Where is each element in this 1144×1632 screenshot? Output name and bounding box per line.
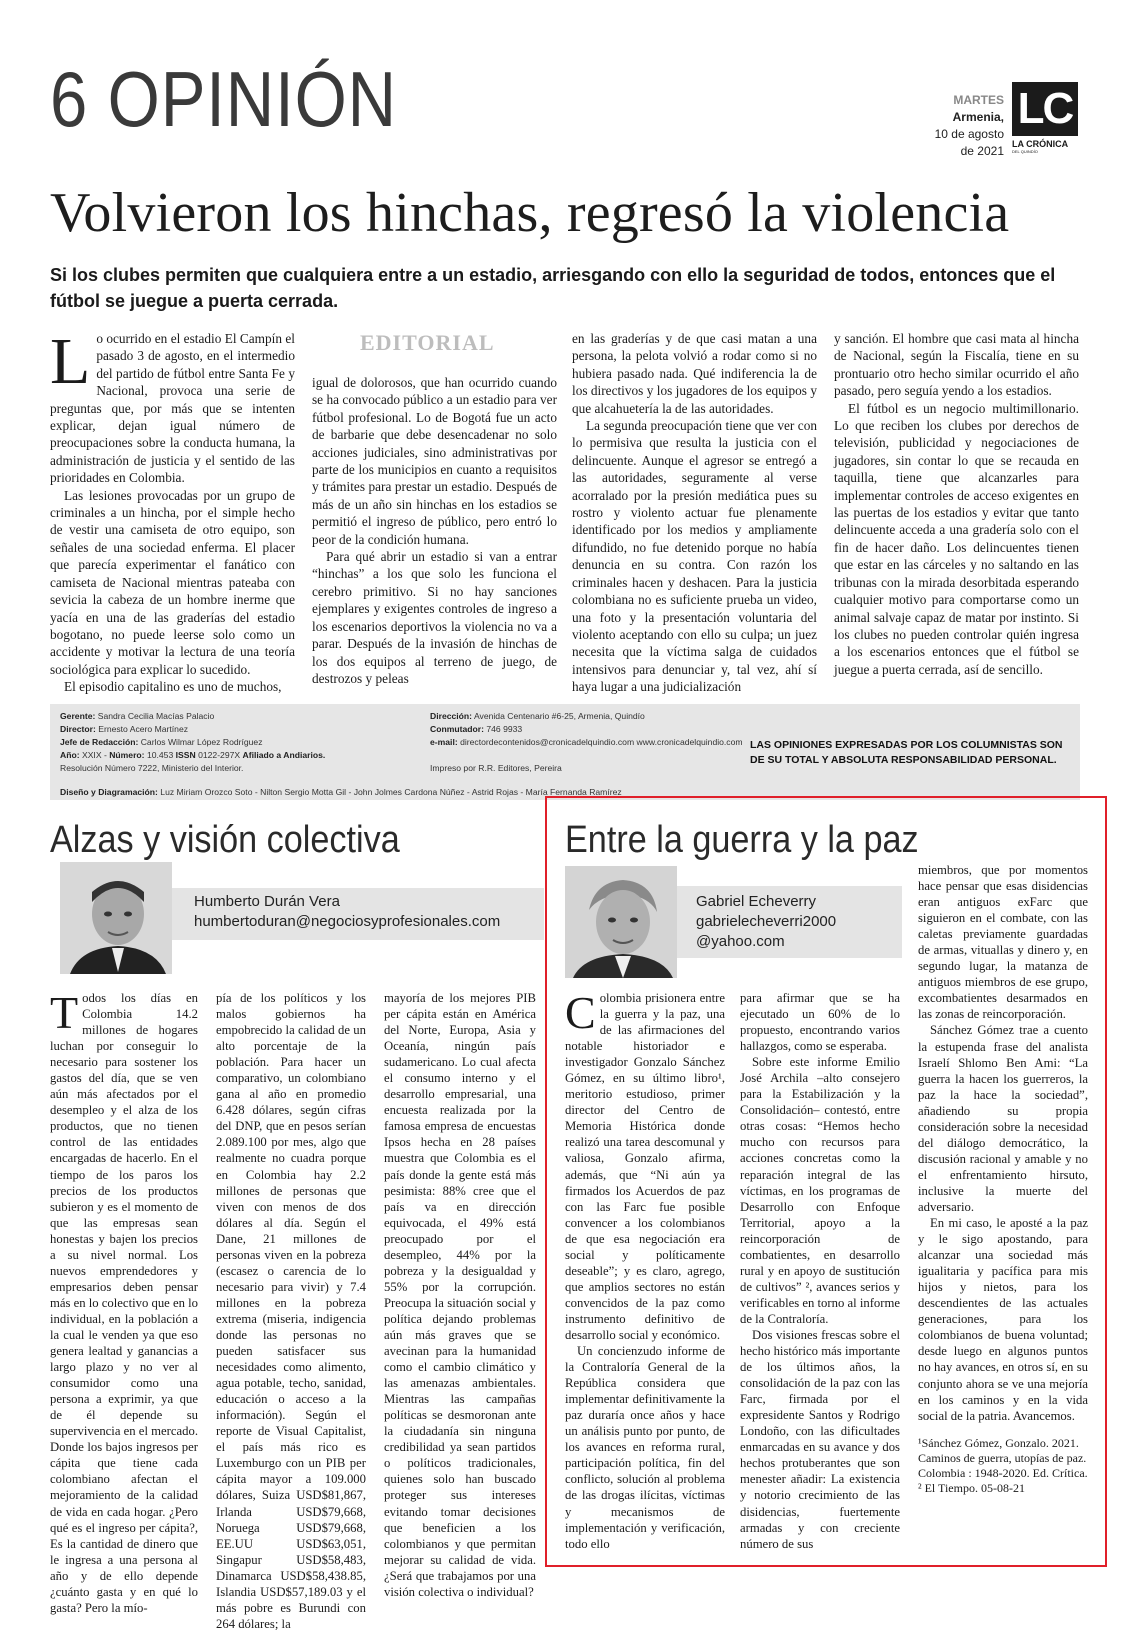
paragraph: Un concienzudo informe de la Contraloría General de la República considera que implementar definitivamente la paz duraría once años y hace un análisis punto por punto, de los avances en reforma rural, participación política, fin del conflicto, solución al problema de las drogas ilícitas, víctimas y mecanismos de implementación y verificación, todo ello [565,1344,725,1551]
logo-name: LA CRÓNICA [1012,139,1069,149]
paragraph: en las graderías y de que casi matan a una persona, la pelota volvió a rodar como si no hubiera pasado nada. Qué indiferencia la de los directivos y los jugadores de los equipos y que alcahuetería la de las autoridades. [572,331,817,416]
drop-cap: L [50,325,91,398]
paragraph: igual de dolorosos, que han ocurrido cuando se ha convocado público a un estadio para ver fútbol profesional. Lo de Bogotá fue un acto de barbarie que debe desencadenar no solo acciones judiciales, sino administrativas por parte de los municipios en cuanto a requisitos y trámites para prestar un estadio. Después de más de un año sin hinchas en los estadios se permitió el ingreso de público, pero entró lo peor de la condición humana. [312,375,557,547]
paragraph: mayoría de los mejores PIB per cápita están en América del Norte, Europa, Asia y Oceanía, ningún país sudamericano. Lo cual afecta el consumo interno y el desarrollo empresarial, una encuesta realizada por la famosa empresa de encuestas Ipsos hecha en 28 países muestra que Colombia es el país donde la gente está más pesimista: 88% cree que el país va en dirección equivocada, el 49% está preocupado por el desempleo, 44% por la pobreza y la desigualdad y 55% por la corrupción. Preocupa la situación social y política dejando problemas aún más graves que se avecinan para la humanidad como el cambio climático y las amenazas ambientales. Mientras las campañas políticas se desmoronan ante la ciudadanía sin ninguna credibilidad ya sean partidos o políticos tradicionales, quienes solo han buscado proteger sus intereses evitando tomar decisiones que beneficien a los colombianos y que permitan mejorar su calidad de vida. ¿Será que trabajamos por una visión colectiva o individual? [384,991,536,1599]
numero: 10.453 [146,750,174,760]
label: Director: [60,724,96,734]
issn: 0122-297X [198,750,241,760]
label: Dirección: [430,711,473,721]
author-email[interactable]: gabrielecheverri2000 [696,913,837,930]
paragraph: pía de los políticos y los malos gobiernos ha empobrecido la calidad de un alto porcentaje de la población. Para hacer un comparativo, un colombiano gana al año en promedio 6.428 dólares, según cifras del DNP, que en pesos serían 2.089.100 por mes, algo que realmente no cuadra porque en Colombia hay 2.2 millones de personas que viven con menos de dos dólares al día. Según el Dane, 21 millones de personas viven en la pobreza (escasez o carencia de lo necesario para vivir) y 7.4 millones en la pobreza extrema (miseria, indigencia donde las personas no pueden satisfacer sus necesidades como alimento, agua potable, techo, sanidad, educación o acceso a la información). Según el reporte de Visual Capitalist, el país más rico es Luxemburgo con un PIB per cápita mayor a 109.000 dólares, Suiza USD$81,867, Irlanda USD$79,668, Noruega USD$79,668, EE.UU USD$63,051, Singapur USD$58,483, Dinamarca USD$58,438.85, Islandia USD$57,189.03 y el más pobre es Burundi con 264 dólares; la [216,991,366,1631]
author-email[interactable]: humbertoduran@negociosyprofesionales.com [194,913,501,930]
label: Diseño y Diagramación: [60,787,158,797]
paragraph: miembros, que por momentos hace pensar que esas disidencias eran antiguos exFarc que siguieron en el combate, con las caletas previamente guardadas de armas, vituallas y dinero y, en segundo lugar, la matanza de antiguos miembros de ese grupo, excombatientes desarmados en las zonas de reincorporación. [918,863,1088,1022]
paragraph: En mi caso, le aposté a la paz y le sigo apostando, para alcanzar una sociedad más igualitaria y pacífica para mis hijos y nietos, para los descendientes de las actuales generaciones, para los colombianos de buena voluntad; desde luego en algunos puntos no hay avances, en otros sí, en su conjunto ahora se ve una mejoría en los caminos y en la vida social de la patria. Avancemos. [918,1216,1088,1423]
resolucion: Resolución Número 7222, Ministerio del Interior. [60,763,244,773]
label: Jefe de Redacción: [60,737,139,747]
drop-cap: T [50,987,79,1038]
jefe-redaccion: Carlos Wilmar López Rodríguez [140,737,263,747]
paragraph: La segunda preocupación tiene que ver con lo permisiva que resulta la justicia con el delincuente. Aunque el agresor se entregó a las autoridades, seguramente al verse acorralado por la presión mediática pues su rostro y violento actuar fue plenamente identificado por los medios y ampliamente difundido, no fue detenido porque no había denuncia en su contra. Con razón los criminales hacen y deshacen. Para la justicia colombiana no es suficiente prueba un video, una foto y la presentación voluntaria del violento aceptando con ello su culpa; un juez necesita que la víctima salga de cuidados intensivos para denunciar y, tal vez, ahí sí haya lugar a una judicialización [572,418,817,695]
paragraph: Sobre este informe Emilio José Archila –alto consejero para la Estabilización y la Consolidación– contestó, entre otras cosas: “Hemos hecho mucho con recursos para acciones concretas como la reparación integral de las víctimas, en los programas de Desarrollo con Enfoque Territorial, apoyo a la reincorporación de combatientes, en desarrollo rural y en apoyo de sustitución de cultivos” ², avances serios y verificables en torno al informe de la Contraloría. [740,1055,900,1326]
column-text-2 [740,990,900,1552]
date-block [935,92,1004,160]
gerente: Sandra Cecilia Macías Palacio [97,711,215,721]
paragraph: o ocurrido en el estadio El Campín el pasado 3 de agosto, en el intermedio del partido de fútbol entre Santa Fe y Nacional, provoca una serie de preguntas que, por más que se intenten explicar, dejan igual número de preocupaciones sobre la conducta humana, la administración de justicia y el sentido de las prioridades en Colombia. [50,331,295,486]
footnote: ² El Tiempo. 05-08-21 [918,1481,1025,1495]
logo-letters: LC [1012,82,1078,136]
column-text-3 [918,862,1088,1424]
byline [160,888,544,940]
day-of-week: MARTES [953,93,1004,107]
credits-contact [430,710,743,775]
year: de 2021 [960,144,1004,158]
author-email-domain[interactable]: @yahoo.com [696,933,785,950]
newspaper-logo [1012,82,1080,154]
email-link[interactable]: directordecontenidos@cronicadelquindio.com www.cronicadelquindio.com [460,737,743,747]
label: Número: [109,750,145,760]
author-photo [565,866,677,978]
editorial-column-3 [572,330,817,696]
paragraph: Dos visiones frescas sobre el hecho histórico más importante de los últimos años, la consolidación de la paz con las Farc, firmada por el expresidente Santos y Rodrigo Londoño, con las dificultades enmarcadas en su avance y dos hechos protuberantes que son menester añadir: La existencia y notorio crecimiento de las disidencias, fuertemente armadas y con creciente número de sus [740,1327,900,1551]
editorial-column-1 [50,325,295,696]
editorial-label: EDITORIAL [360,330,495,355]
column-text-1 [50,987,198,1616]
direccion: Avenida Centenario #6-25, Armenia, Quindío [473,711,645,721]
column-text-2 [216,990,366,1632]
paragraph: El fútbol es un negocio multimillonario. Lo que reciben los clubes por derechos de televisión, publicidad y negociaciones de jugadores, sin contar lo que se recauda en taquilla, tiene que alcanzarles para implementar controles de acceso exigentes en las puertas de los estadios y evitar que tanto delincuente acceda a una gradería solo con el fin de hacer daño. Los delincuentes tienen que estar en las cárceles y no saltando en las tribunas con la mirada desorbitada esperando cualquier motivo para comportarse como un animal salvaje capaz de matar por instinto. Si los clubes no pueden controlar quién ingresa a los escenarios entonces que el fútbol se juegue a puerta cerrada, así de sencillo. [834,400,1079,677]
column-title: Entre la guerra y la paz [565,819,919,861]
label: Gerente: [60,711,96,721]
paragraph: para afirmar que se ha ejecutado un 60% de lo propuesto, encontrando varios hallazgos, como se esperaba. [740,991,900,1054]
credits-box [50,704,1080,800]
section-title: 6 OPINIÓN [50,55,397,143]
label: Año: [60,750,80,760]
afiliado: Afiliado a Andiarios. [242,750,326,760]
editorial-lede: Si los clubes permiten que cualquiera entre a un estadio, arriesgando con ello la seguridad de todos, entonces que el fútbol se juegue a puerta cerrada. [50,265,1056,311]
author-photo [60,862,172,974]
credits-staff [60,710,325,775]
paragraph: Las lesiones provocadas por un grupo de criminales a un hincha, por el simple hecho de vestir una camiseta de otro equipo, son señales de una sociedad enferma. El placer que parecía experimentar el fanático con camiseta de Nacional mientras pateaba con sevicia la cabeza de un hombre inerme que yacía en una de las graderías del estadio bogotano, no puede leerse solo como un accidente y motivar la lectura de una teoría sociológica para explicar lo sucedido. [50,487,295,677]
paragraph: olombia prisionera entre la guerra y la paz, una de las afirmaciones del notable historiador e investigador Gonzalo Sánchez Gómez, en su último libro¹, meritorio estudioso, primer director del Centro de Memoria Histórica donde realizó una tarea descomunal y valiosa, Gonzalo afirma, además, que “Ni aún ya firmados los Acuerdos de paz con las Farc fue posible convencer a los colombianos de que esa negociación era social y políticamente deseable”; y es claro, agrego, que amplios sectores no están convencidos de la paz como instrumento definitivo de desarrollo social y económico. [565,991,725,1342]
paragraph: Sánchez Gómez trae a cuento la estupenda frase del analista Israelí Shlomo Ben Ami: “La guerra la hacen los guerreros, la paz la hace la sociedad”, añadiendo su propia consideración sobre la necesidad del diálogo democrático, la discusión racional y amable y no el enfrentamiento hirsuto, inclusive la muerte del adversario. [918,1023,1088,1214]
credits-design [60,786,622,799]
editorial-column-2 [312,374,557,687]
impreso: Impreso por R.R. Editores, Pereira [430,763,562,773]
label: e-mail: [430,737,458,747]
conmutador: 746 9933 [486,724,523,734]
logo-sub: DEL QUINDÍO [1012,149,1038,154]
editorial-column-4 [834,330,1079,678]
column-text-3 [384,990,536,1599]
footnotes [918,1436,1088,1496]
editorial-headline: Volvieron los hinchas, regresó la violencia [50,182,1010,244]
drop-cap: C [565,987,596,1038]
paragraph: Para qué abrir un estadio si van a entrar “hinchas” a los que solo les funciona el cerebro primitivo. Si no hay sanciones ejemplares y exigentes controles de ingreso a los escenarios deportivos la violencia no va a parar. Después de la invasión de hinchas de los dos equipos al terreno de juego, de destrozos y peleas [312,549,557,686]
diseno: Luz Miriam Orozco Soto - Nilton Sergio Motta Gil - John Jolmes Cardona Núñez - Astrid Rojas - María Fernanda Ramírez [160,787,622,797]
paragraph: y sanción. El hombre que casi mata al hincha de Nacional, según la Fiscalía, tiene en su prontuario otro hecho similar ocurrido el año pasado, pero seguía yendo a los estadios. [834,331,1079,399]
paragraph: El episodio capitalino es uno de muchos, [64,679,282,695]
author-name: Gabriel Echeverry [696,893,817,910]
column-text-1 [565,987,725,1552]
byline [650,886,902,958]
anio: XXIX - [81,750,107,760]
paragraph: odos los días en Colombia 14.2 millones de hogares luchan por conseguir lo necesario para sostener los gastos del día, que se ven aún más afectados por el desempleo y el alza de los productos, que no tienen control de las entidades encargadas de hacerlo. En el tiempo de los paros los precios de los productos subieron y es el momento de que las empresas sean honestas y bajen los precios a su nivel normal. Los nuevos emprendedores y empresarios deben pensar más en lo colectivo que en lo individual, en la población a la cual le venden ya que eso genera lealtad y ganancias a largo plazo y no ver al consumidor como una persona a exprimir, ya que de él depende su supervivencia en el mercado. Donde los bajos ingresos per cápita que tiene cada colombiano afectan el mejoramiento de la calidad de vida en cada hogar. ¿Pero qué es el ingreso per cápita?, Es la cantidad de dinero que le ingresa a una persona al año y de ello depende ¿cuánto gasta y en qué lo gasta? Pero la mío- [50,991,198,1615]
footnote: ¹Sánchez Gómez, Gonzalo. 2021. Caminos de guerra, utopías de paz. Colombia : 1948-2020. Ed. Crítica. [918,1436,1088,1480]
date: 10 de agosto [934,127,1004,141]
city: Armenia, [952,110,1004,124]
author-name: Humberto Durán Vera [194,893,340,910]
disclaimer: LAS OPINIONES EXPRESADAS POR LOS COLUMNISTAS SON DE SU TOTAL Y ABSOLUTA RESPONSABILIDAD PERSONAL. [750,739,1063,766]
column-title: Alzas y visión colectiva [50,819,400,861]
director: Ernesto Acero Martínez [98,724,189,734]
label: Conmutador: [430,724,484,734]
label: ISSN [175,750,196,760]
